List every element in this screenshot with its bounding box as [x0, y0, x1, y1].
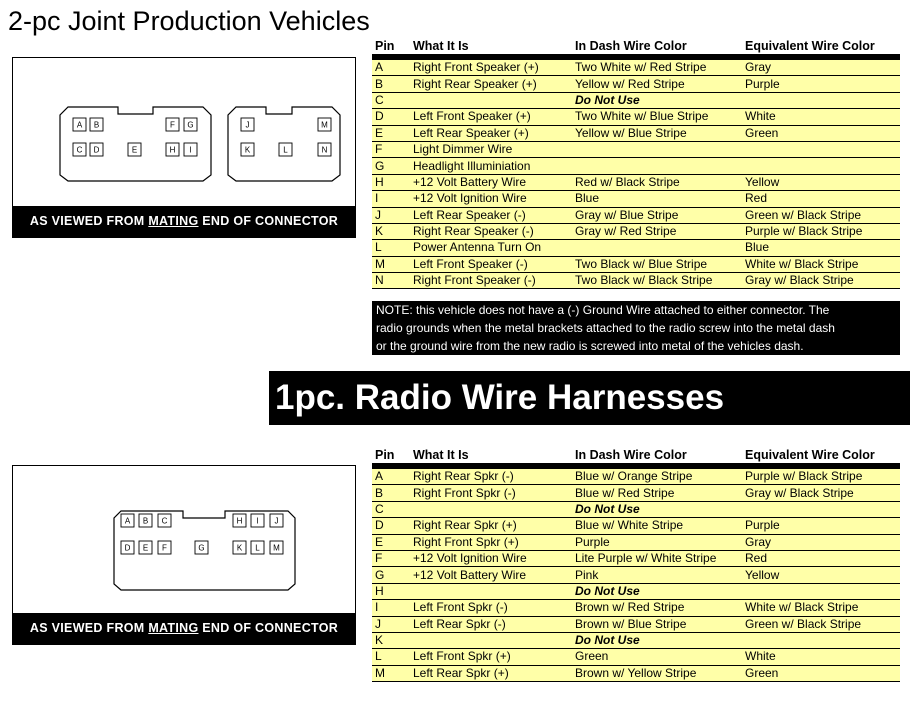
- connector-pin-label: I: [189, 145, 192, 155]
- table-row: [372, 485, 900, 501]
- pin-cell: N: [372, 273, 410, 289]
- pin-cell: M: [372, 665, 410, 681]
- what-cell: Right Rear Speaker (-): [410, 223, 572, 239]
- ground-note: [372, 301, 900, 355]
- connector-pin-label: F: [170, 120, 175, 130]
- pin-cell: I: [372, 600, 410, 616]
- table-row: [372, 223, 900, 239]
- equiv-color-cell: Green: [742, 125, 900, 141]
- connector-1pc-pins: [121, 514, 283, 554]
- table-row: [372, 174, 900, 190]
- pin-cell: H: [372, 583, 410, 599]
- equiv-color-cell: Red: [742, 550, 900, 566]
- equiv-color-cell: Purple w/ Black Stripe: [742, 223, 900, 239]
- equiv-color-cell: Gray: [742, 60, 900, 76]
- what-cell: Power Antenna Turn On: [410, 240, 572, 256]
- connector-pin-label: N: [321, 145, 328, 155]
- pin-cell: K: [372, 223, 410, 239]
- equiv-color-cell: [742, 141, 900, 157]
- what-cell: Left Front Speaker (-): [410, 256, 572, 272]
- connector-caption-1: AS VIEWED FROM MATING END OF CONNECTOR: [13, 206, 355, 237]
- equiv-color-cell: [742, 158, 900, 174]
- table-row: [372, 649, 900, 665]
- equiv-color-cell: Gray w/ Black Stripe: [742, 485, 900, 501]
- pin-cell: E: [372, 534, 410, 550]
- dash-color-cell: Yellow w/ Blue Stripe: [572, 125, 742, 141]
- table-row: [372, 109, 900, 125]
- dash-color-cell: Do Not Use: [572, 632, 742, 648]
- what-cell: [410, 632, 572, 648]
- equiv-color-cell: Yellow: [742, 567, 900, 583]
- pin-cell: C: [372, 501, 410, 517]
- what-cell: [410, 501, 572, 517]
- pin-cell: A: [372, 60, 410, 76]
- what-cell: Light Dimmer Wire: [410, 141, 572, 157]
- pin-cell: F: [372, 550, 410, 566]
- dash-color-cell: Two White w/ Blue Stripe: [572, 109, 742, 125]
- pin-cell: J: [372, 616, 410, 632]
- what-cell: Left Rear Spkr (+): [410, 665, 572, 681]
- dash-color-cell: Purple: [572, 534, 742, 550]
- dash-color-cell: Lite Purple w/ White Stripe: [572, 550, 742, 566]
- equiv-color-cell: Green: [742, 665, 900, 681]
- equiv-color-cell: [742, 632, 900, 648]
- what-cell: +12 Volt Battery Wire: [410, 567, 572, 583]
- connector-pin-label: E: [131, 145, 138, 155]
- table-row: [372, 256, 900, 272]
- what-cell: [410, 583, 572, 599]
- dash-color-cell: Brown w/ Yellow Stripe: [572, 665, 742, 681]
- dash-color-cell: Two White w/ Red Stripe: [572, 60, 742, 76]
- what-cell: Left Rear Speaker (+): [410, 125, 572, 141]
- pin-cell: J: [372, 207, 410, 223]
- connector-pin-label: B: [142, 516, 149, 526]
- connector-pin-label: H: [169, 145, 176, 155]
- equiv-color-cell: [742, 583, 900, 599]
- dash-color-cell: Do Not Use: [572, 583, 742, 599]
- table-row: [372, 158, 900, 174]
- what-cell: [410, 92, 572, 108]
- connector-pin-label: C: [161, 516, 168, 526]
- col-header-dash: In Dash Wire Color: [575, 448, 687, 462]
- connector-2pc-pins: [73, 118, 331, 156]
- col-header-equiv: Equivalent Wire Color: [745, 39, 875, 53]
- what-cell: Right Front Speaker (+): [410, 60, 572, 76]
- page-title: 2-pc Joint Production Vehicles: [8, 6, 370, 36]
- pin-cell: G: [372, 567, 410, 583]
- table-row: [372, 60, 900, 76]
- dash-color-cell: Red w/ Black Stripe: [572, 174, 742, 190]
- connector-pin-label: K: [236, 543, 243, 553]
- equiv-color-cell: Gray: [742, 534, 900, 550]
- equiv-color-cell: Green w/ Black Stripe: [742, 616, 900, 632]
- equiv-color-cell: [742, 92, 900, 108]
- equiv-color-cell: White: [742, 649, 900, 665]
- equiv-color-cell: [742, 501, 900, 517]
- what-cell: +12 Volt Ignition Wire: [410, 191, 572, 207]
- table-header-row: [372, 448, 900, 463]
- connector-pin-label: J: [274, 516, 279, 526]
- connector-pin-label: G: [187, 120, 194, 130]
- table-row: [372, 141, 900, 157]
- pin-cell: A: [372, 469, 410, 485]
- dash-color-cell: Gray w/ Blue Stripe: [572, 207, 742, 223]
- connector-pin-label: D: [93, 145, 100, 155]
- pin-cell: K: [372, 632, 410, 648]
- dash-color-cell: Gray w/ Red Stripe: [572, 223, 742, 239]
- what-cell: Left Rear Speaker (-): [410, 207, 572, 223]
- pin-cell: D: [372, 109, 410, 125]
- what-cell: Right Rear Spkr (+): [410, 518, 572, 534]
- table-row: [372, 616, 900, 632]
- connector-pin-label: M: [273, 543, 280, 553]
- connector-pin-label: D: [124, 543, 131, 553]
- pin-cell: B: [372, 485, 410, 501]
- connector-pin-label: L: [283, 145, 288, 155]
- dash-color-cell: Brown w/ Red Stripe: [572, 600, 742, 616]
- equiv-color-cell: Yellow: [742, 174, 900, 190]
- col-header-dash: In Dash Wire Color: [575, 39, 687, 53]
- connector-pin-label: L: [255, 543, 260, 553]
- what-cell: Left Rear Spkr (-): [410, 616, 572, 632]
- dash-color-cell: Blue: [572, 191, 742, 207]
- wire-table-1pc-body: [372, 469, 900, 682]
- pin-cell: I: [372, 191, 410, 207]
- table-row: [372, 632, 900, 648]
- what-cell: Left Front Spkr (+): [410, 649, 572, 665]
- col-header-equiv: Equivalent Wire Color: [745, 448, 875, 462]
- col-header-pin: Pin: [375, 39, 395, 53]
- table-row: [372, 92, 900, 108]
- dash-color-cell: Two Black w/ Black Stripe: [572, 273, 742, 289]
- wire-table-2pc-body: [372, 60, 900, 289]
- connector-pin-label: A: [124, 516, 131, 526]
- equiv-color-cell: Green w/ Black Stripe: [742, 207, 900, 223]
- pin-cell: D: [372, 518, 410, 534]
- connector-pin-label: J: [245, 120, 250, 130]
- dash-color-cell: Brown w/ Blue Stripe: [572, 616, 742, 632]
- table-row: [372, 125, 900, 141]
- note-line: radio grounds when the metal brackets attached to the radio screw into the metal dash: [376, 321, 835, 335]
- dash-color-cell: Two Black w/ Blue Stripe: [572, 256, 742, 272]
- what-cell: Right Front Spkr (-): [410, 485, 572, 501]
- table-row: [372, 240, 900, 256]
- wire-table-1pc: [372, 448, 900, 682]
- dash-color-cell: [572, 158, 742, 174]
- connector-1pc-drawing: [13, 466, 357, 616]
- table-row: [372, 550, 900, 566]
- pin-cell: H: [372, 174, 410, 190]
- what-cell: Right Rear Spkr (-): [410, 469, 572, 485]
- col-header-pin: Pin: [375, 448, 395, 462]
- table-row: [372, 273, 900, 289]
- dash-color-cell: Do Not Use: [572, 92, 742, 108]
- dash-color-cell: Blue w/ Red Stripe: [572, 485, 742, 501]
- what-cell: Right Front Spkr (+): [410, 534, 572, 550]
- connector-pin-label: B: [93, 120, 100, 130]
- col-header-what: What It Is: [413, 448, 469, 462]
- pin-cell: E: [372, 125, 410, 141]
- equiv-color-cell: White w/ Black Stripe: [742, 600, 900, 616]
- equiv-color-cell: White: [742, 109, 900, 125]
- dash-color-cell: Blue w/ White Stripe: [572, 518, 742, 534]
- equiv-color-cell: Purple: [742, 518, 900, 534]
- dash-color-cell: [572, 141, 742, 157]
- connector-pin-label: A: [76, 120, 83, 130]
- dash-color-cell: Blue w/ Orange Stripe: [572, 469, 742, 485]
- table-row: [372, 501, 900, 517]
- col-header-what: What It Is: [413, 39, 469, 53]
- table-row: [372, 207, 900, 223]
- equiv-color-cell: Gray w/ Black Stripe: [742, 273, 900, 289]
- pin-cell: G: [372, 158, 410, 174]
- dash-color-cell: Green: [572, 649, 742, 665]
- connector-diagram-1pc: [12, 465, 356, 645]
- table-row: [372, 583, 900, 599]
- connector-pin-label: F: [162, 543, 167, 553]
- what-cell: Left Front Speaker (+): [410, 109, 572, 125]
- connector-2pc-drawing: [13, 58, 357, 208]
- pin-cell: L: [372, 240, 410, 256]
- dash-color-cell: [572, 240, 742, 256]
- table-header-row: [372, 39, 900, 54]
- connector-pin-label: H: [236, 516, 243, 526]
- connector-pin-label: E: [142, 543, 149, 553]
- connector-pin-label: I: [256, 516, 259, 526]
- table-row: [372, 191, 900, 207]
- wire-table-2pc: [372, 39, 900, 289]
- table-row: [372, 518, 900, 534]
- connector-pin-label: C: [76, 145, 83, 155]
- equiv-color-cell: Red: [742, 191, 900, 207]
- table-row: [372, 567, 900, 583]
- pin-cell: C: [372, 92, 410, 108]
- dash-color-cell: Yellow w/ Red Stripe: [572, 76, 742, 92]
- connector-diagram-2pc: [12, 57, 356, 238]
- pin-cell: M: [372, 256, 410, 272]
- what-cell: +12 Volt Battery Wire: [410, 174, 572, 190]
- section-banner: 1pc. Radio Wire Harnesses: [269, 371, 910, 425]
- table-row: [372, 600, 900, 616]
- pin-cell: L: [372, 649, 410, 665]
- connector-pin-label: K: [244, 145, 251, 155]
- what-cell: Right Rear Speaker (+): [410, 76, 572, 92]
- connector-pin-label: M: [321, 120, 328, 130]
- equiv-color-cell: White w/ Black Stripe: [742, 256, 900, 272]
- table-row: [372, 76, 900, 92]
- dash-color-cell: Do Not Use: [572, 501, 742, 517]
- pin-cell: B: [372, 76, 410, 92]
- what-cell: Headlight Illuminiation: [410, 158, 572, 174]
- equiv-color-cell: Purple w/ Black Stripe: [742, 469, 900, 485]
- what-cell: Left Front Spkr (-): [410, 600, 572, 616]
- equiv-color-cell: Blue: [742, 240, 900, 256]
- connector-caption-2: AS VIEWED FROM MATING END OF CONNECTOR: [13, 613, 355, 644]
- dash-color-cell: Pink: [572, 567, 742, 583]
- note-line: or the ground wire from the new radio is screwed into metal of the vehicles dash.: [376, 339, 804, 353]
- equiv-color-cell: Purple: [742, 76, 900, 92]
- connector-pin-label: G: [198, 543, 205, 553]
- pin-cell: F: [372, 141, 410, 157]
- note-line: NOTE: this vehicle does not have a (-) Ground Wire attached to either connector. The: [376, 303, 830, 317]
- what-cell: +12 Volt Ignition Wire: [410, 550, 572, 566]
- what-cell: Right Front Speaker (-): [410, 273, 572, 289]
- table-row: [372, 469, 900, 485]
- table-row: [372, 665, 900, 681]
- table-row: [372, 534, 900, 550]
